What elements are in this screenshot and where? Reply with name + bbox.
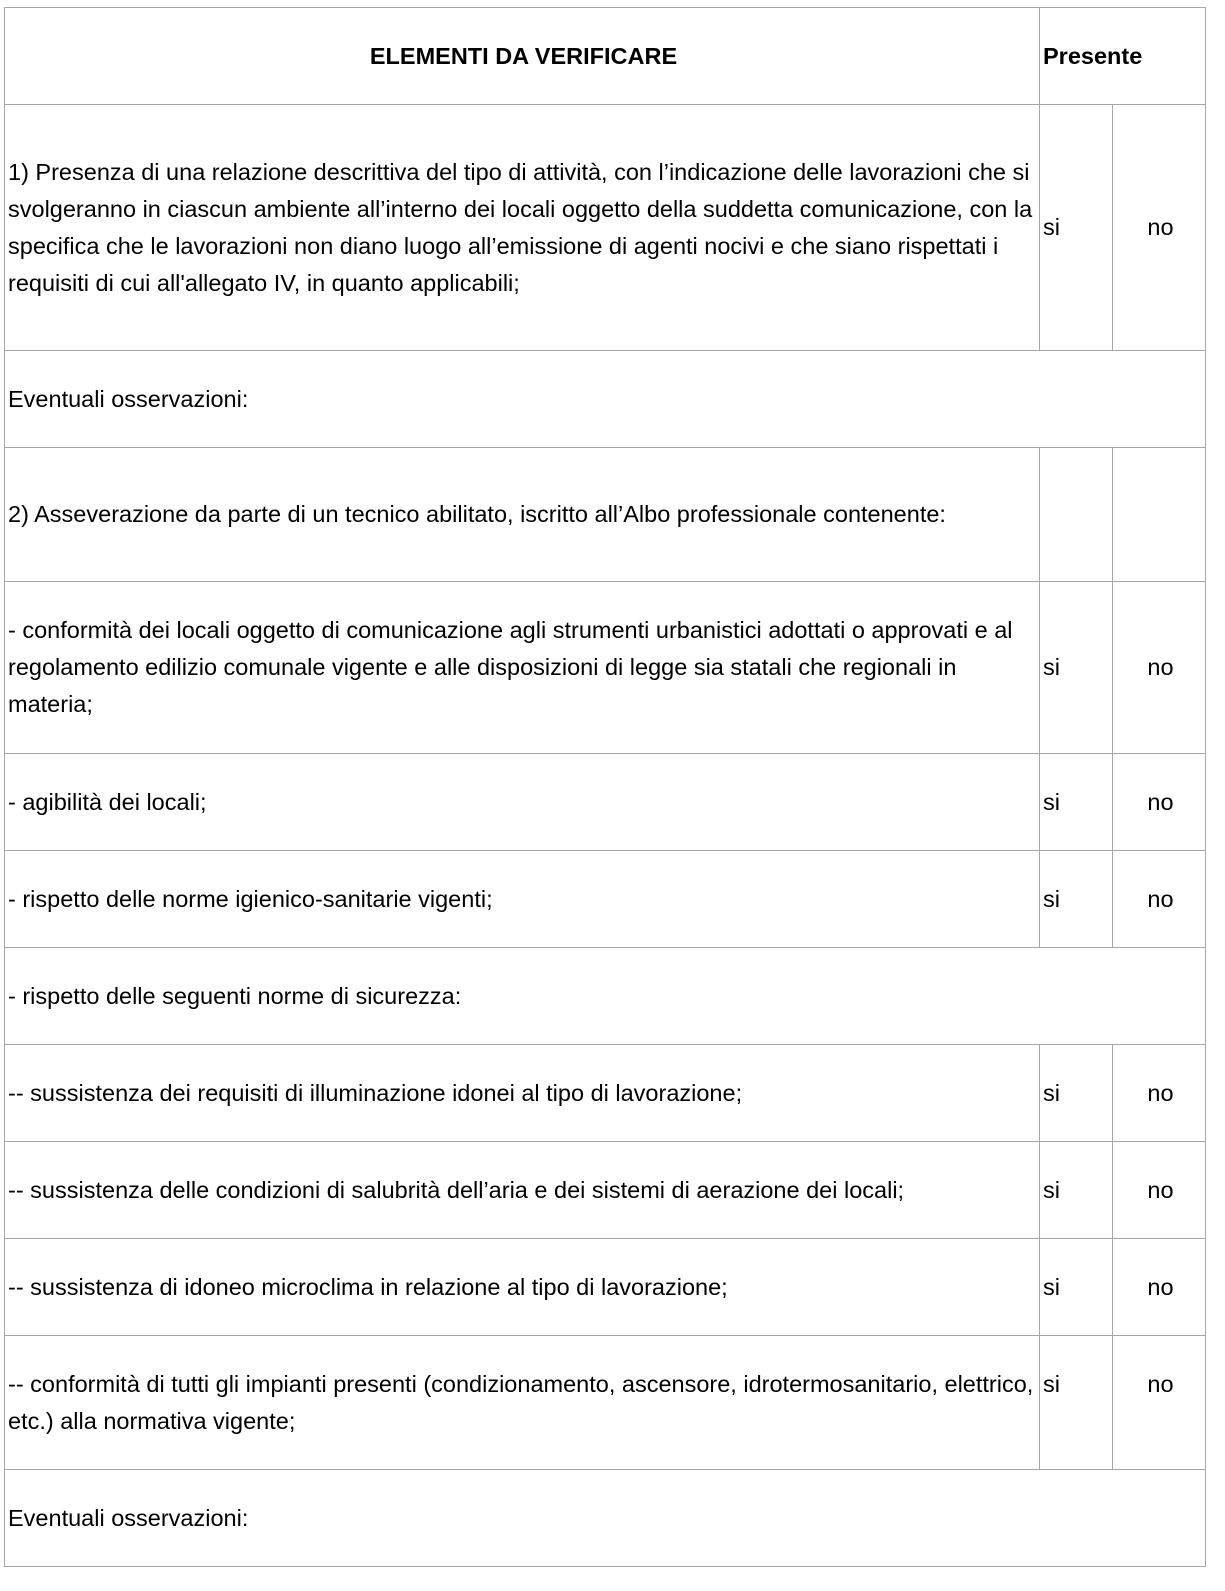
row-text: -- sussistenza delle condizioni di salubrità dell’aria e dei sistemi di aerazione dei locali; [5, 1142, 1040, 1239]
observations-row [5, 1470, 1206, 1567]
table-row [5, 105, 1206, 351]
answer-no[interactable]: no [1113, 1336, 1206, 1470]
table-row [5, 1239, 1206, 1336]
answer-si[interactable]: si [1040, 1142, 1113, 1239]
observations-row [5, 351, 1206, 448]
observations-label: Eventuali osservazioni: [5, 351, 1206, 448]
observations-label: Eventuali osservazioni: [5, 1470, 1206, 1567]
answer-si[interactable]: si [1040, 754, 1113, 851]
table-row [5, 1045, 1206, 1142]
row-text: 1) Presenza di una relazione descrittiva del tipo di attività, con l’indicazione delle lavorazioni che si svolgeranno in ciascun ambiente all’interno dei locali oggetto della suddetta comunicazione, con la specifica che le lavorazioni non diano luogo all’emissione di agenti nocivi e che siano rispettati i requisiti di cui all'allegato IV, in quanto applicabili; [5, 105, 1040, 351]
answer-no[interactable]: no [1113, 851, 1206, 948]
answer-no[interactable]: no [1113, 754, 1206, 851]
answer-si[interactable]: si [1040, 1239, 1113, 1336]
checklist-table [4, 7, 1206, 1567]
answer-si[interactable]: si [1040, 1336, 1113, 1470]
answer-si[interactable]: si [1040, 105, 1113, 351]
row-text: 2) Asseverazione da parte di un tecnico abilitato, iscritto all’Albo professionale contenente: [5, 448, 1040, 582]
row-text: -- sussistenza di idoneo microclima in relazione al tipo di lavorazione; [5, 1239, 1040, 1336]
row-text: - conformità dei locali oggetto di comunicazione agli strumenti urbanistici adottati o approvati e al regolamento edilizio comunale vigente e alle disposizioni di legge sia statali che regionali in materia; [5, 582, 1040, 754]
answer-no[interactable]: no [1113, 105, 1206, 351]
table-row [5, 582, 1206, 754]
answer-no[interactable]: no [1113, 1045, 1206, 1142]
table-row [5, 754, 1206, 851]
header-present: Presente [1040, 8, 1206, 105]
row-text: - agibilità dei locali; [5, 754, 1040, 851]
table-row [5, 1336, 1206, 1470]
table-row [5, 851, 1206, 948]
empty-answer-cell [1113, 448, 1206, 582]
answer-no[interactable]: no [1113, 1142, 1206, 1239]
header-elements-to-verify: ELEMENTI DA VERIFICARE [5, 8, 1040, 105]
answer-no[interactable]: no [1113, 582, 1206, 754]
empty-answer-cell [1040, 448, 1113, 582]
section-row [5, 948, 1206, 1045]
row-text: - rispetto delle norme igienico-sanitarie vigenti; [5, 851, 1040, 948]
table-row [5, 1142, 1206, 1239]
table-header-row [5, 8, 1206, 105]
table-row [5, 448, 1206, 582]
answer-si[interactable]: si [1040, 1045, 1113, 1142]
row-text: - rispetto delle seguenti norme di sicurezza: [5, 948, 1206, 1045]
answer-no[interactable]: no [1113, 1239, 1206, 1336]
answer-si[interactable]: si [1040, 582, 1113, 754]
row-text: -- sussistenza dei requisiti di illuminazione idonei al tipo di lavorazione; [5, 1045, 1040, 1142]
row-text: -- conformità di tutti gli impianti presenti (condizionamento, ascensore, idrotermosanitario, elettrico, etc.) alla normativa vigente; [5, 1336, 1040, 1470]
answer-si[interactable]: si [1040, 851, 1113, 948]
